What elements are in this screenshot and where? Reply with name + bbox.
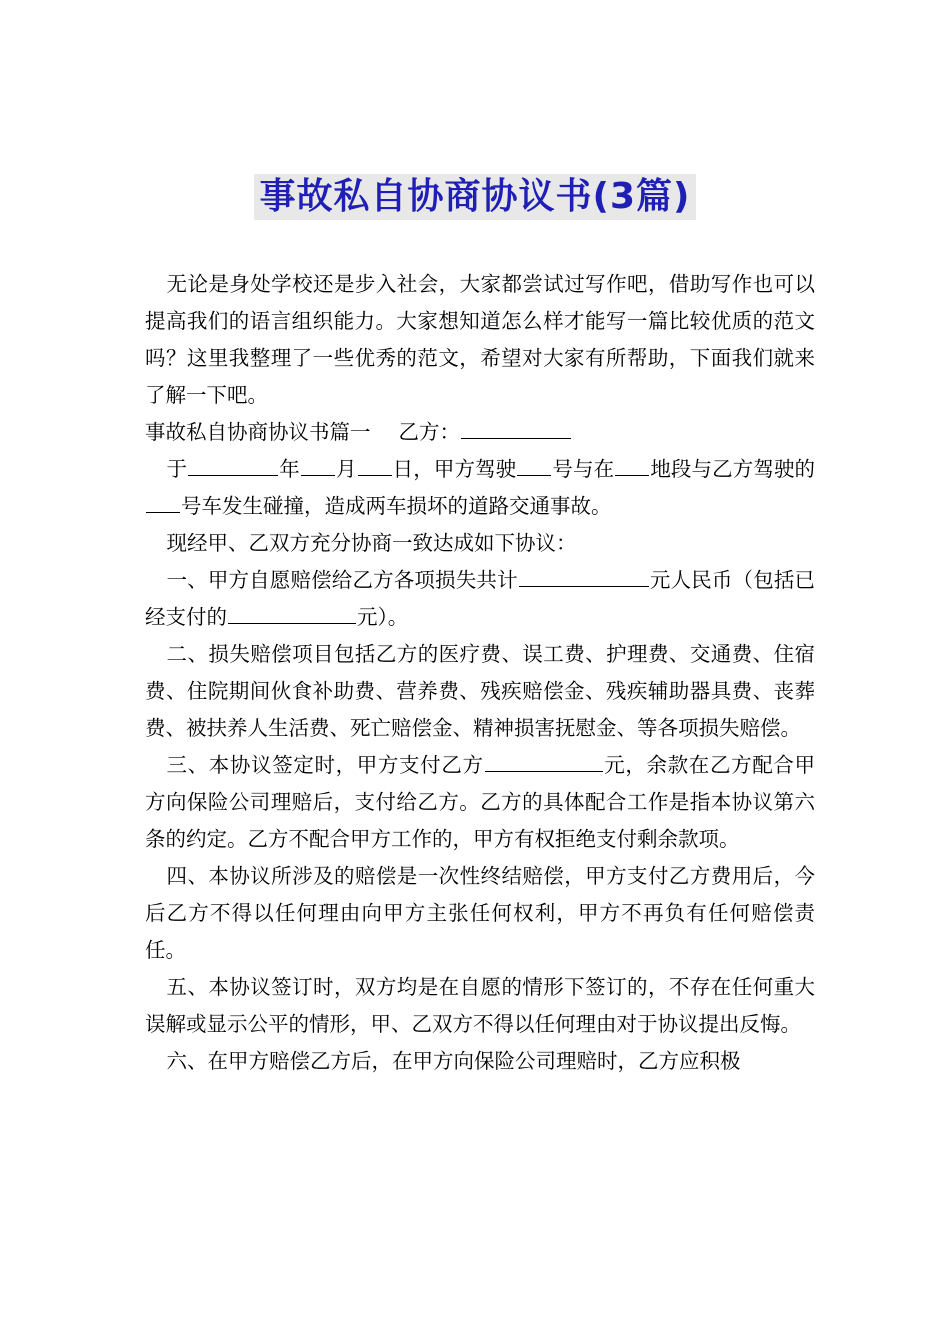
section-heading-line <box>145 414 815 451</box>
clause-3-suffix: 元，余款在乙方配合甲方向保险公司理赔后，支付给乙方。乙方的具体配合工作是指本协议第六条的约定。乙方不配合甲方工作的，甲方有权拒绝支付剩余款项。 <box>145 753 816 851</box>
clause-1 <box>145 562 815 636</box>
date-blank <box>188 455 278 477</box>
accident-plate-a: 号与在 <box>552 457 615 481</box>
clause-1-mid: 元人民币（包括已经支付的 <box>145 568 816 629</box>
title-container <box>0 174 950 220</box>
section-heading: 事故私自协商协议书篇一 <box>145 420 371 444</box>
clause-3 <box>145 747 815 858</box>
clause-2: 二、损失赔偿项目包括乙方的医疗费、误工费、护理费、交通费、住宿费、住院期间伙食补助费、营养费、残疾赔偿金、残疾辅助器具费、丧葬费、被扶养人生活费、死亡赔偿金、精神损害抚慰金、等各项损失赔偿。 <box>145 642 815 740</box>
clause-1-prefix: 一、甲方自愿赔偿给乙方各项损失共计 <box>166 568 518 592</box>
accident-paragraph <box>145 451 815 525</box>
accident-plate-b-suffix: 号车发生碰撞，造成两车损坏的道路交通事故。 <box>181 494 612 518</box>
accident-year: 年 <box>279 457 300 481</box>
clause-3-amount-blank <box>485 751 603 773</box>
clause-1-suffix: 元）。 <box>357 605 409 629</box>
party-b-blank <box>461 418 571 440</box>
location-blank <box>615 455 649 477</box>
clause-1-total-blank <box>519 566 649 588</box>
clause-6: 六、在甲方赔偿乙方后，在甲方向保险公司理赔时，乙方应积极 <box>166 1049 741 1073</box>
plate-b-blank <box>146 492 180 514</box>
accident-day: 日，甲方驾驶 <box>392 457 517 481</box>
accident-prefix: 于 <box>166 457 188 481</box>
accident-location: 地段与乙方驾驶的 <box>650 457 816 481</box>
party-b-label: 乙方： <box>398 420 460 444</box>
accident-month: 月 <box>335 457 357 481</box>
clause-5: 五、本协议签订时，双方均是在自愿的情形下签订的，不存在任何重大误解或显示公平的情形，甲、乙双方不得以任何理由对于协议提出反悔。 <box>145 975 815 1036</box>
day-blank <box>358 455 392 477</box>
intro-paragraph: 无论是身处学校还是步入社会，大家都尝试过写作吧，借助写作也可以提高我们的语言组织能力。大家想知道怎么样才能写一篇比较优质的范文吗？这里我整理了一些优秀的范文，希望对大家有所帮助，下面我们就来了解一下吧。 <box>145 272 815 407</box>
document-title: 事故私自协商协议书(3篇) <box>254 174 697 220</box>
month-blank <box>301 455 335 477</box>
clause-4: 四、本协议所涉及的赔偿是一次性终结赔偿，甲方支付乙方费用后，今后乙方不得以任何理由向甲方主张任何权利，甲方不再负有任何赔偿责任。 <box>145 864 815 962</box>
document-body <box>145 266 815 1080</box>
clause-1-paid-blank <box>228 603 356 625</box>
clause-3-prefix: 三、本协议签定时，甲方支付乙方 <box>166 753 484 777</box>
plate-a-blank <box>517 455 551 477</box>
agreement-intro: 现经甲、乙双方充分协商一致达成如下协议： <box>166 531 577 555</box>
